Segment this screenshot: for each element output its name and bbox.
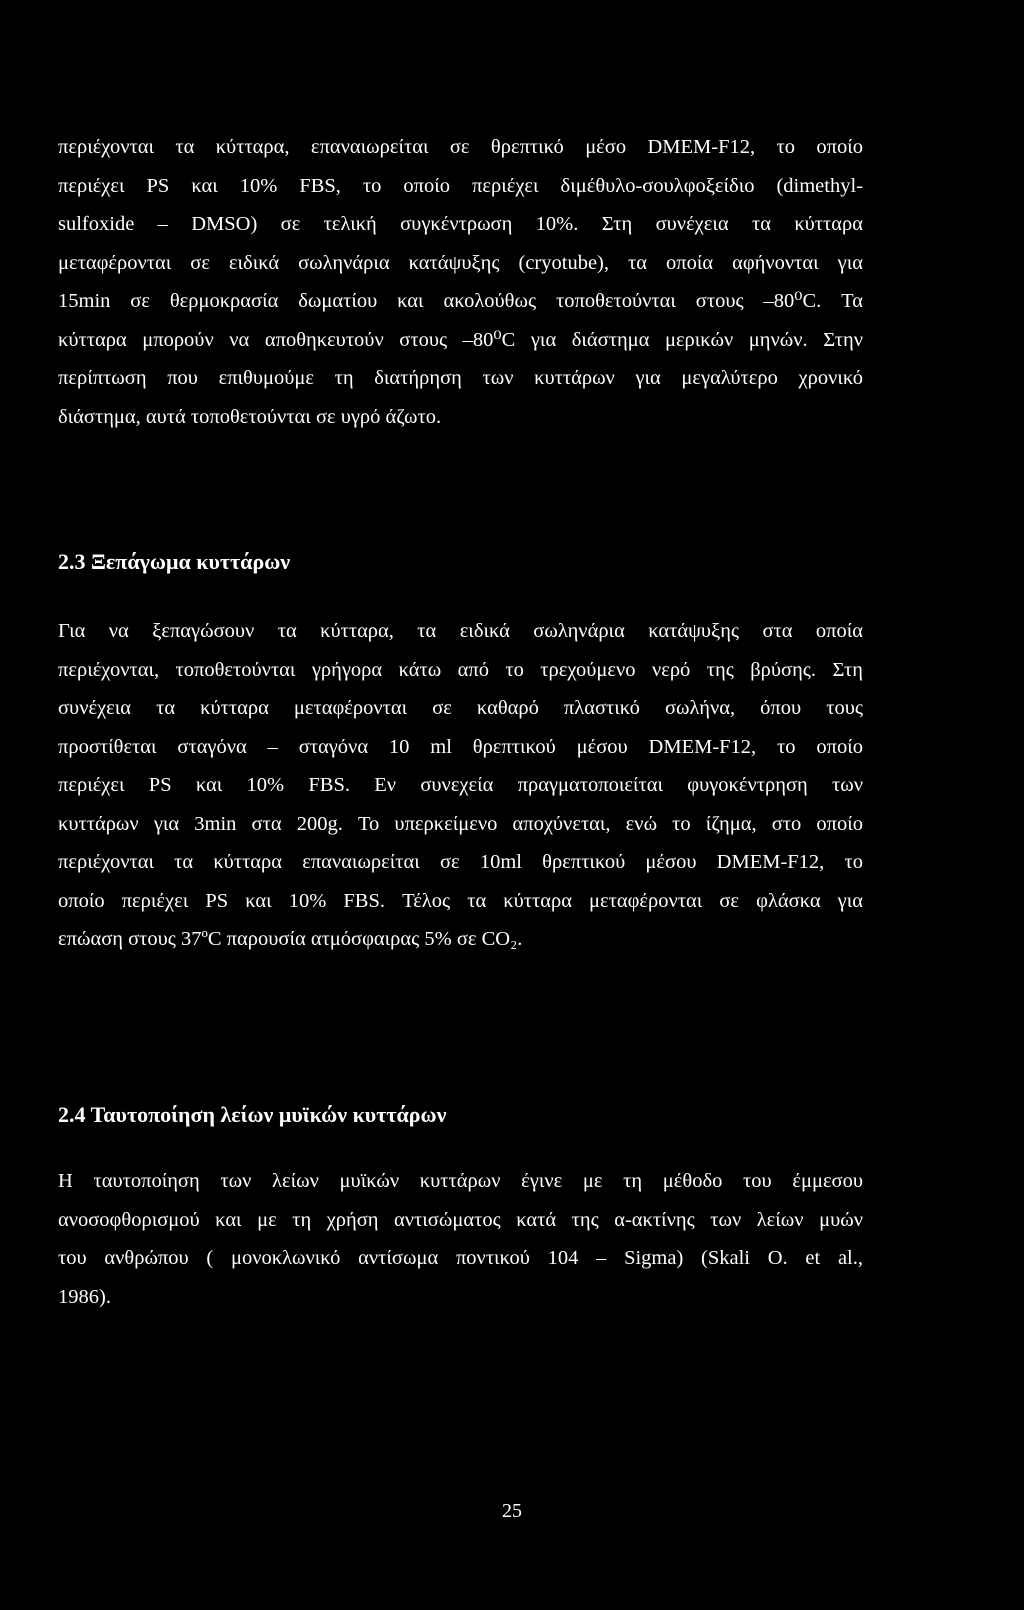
text-line: κυττάρων για 3min στα 200g. Το υπερκείμενο αποχύνεται, ενώ το ίζημα, στο οποίο (58, 812, 863, 835)
text-line: προστίθεται σταγόνα – σταγόνα 10 ml θρεπτικού μέσου DMEM-F12, το οποίο (58, 735, 863, 758)
text-line: Η ταυτοποίηση των λείων μυϊκών κυττάρων έγινε με τη μέθοδο του έμμεσου (58, 1170, 863, 1192)
paragraph-thawing (58, 612, 863, 959)
text-line: διάστημα, αυτά τοποθετούνται σε υγρό άζωτο. (58, 405, 442, 428)
paragraph-cryopreservation (58, 128, 863, 436)
section-heading-thawing: 2.3 Ξεπάγωμα κυττάρων (58, 549, 291, 574)
text-line: ανοσοφθορισμού και με τη χρήση αντισώματος κατά της α-ακτίνης των λείων μυών (58, 1208, 863, 1231)
text-line: μεταφέρονται σε ειδικά σωληνάρια κατάψυξης (cryotube), τα οποία αφήνονται για (58, 251, 863, 274)
text-line: sulfoxide – DMSO) σε τελική συγκέντρωση 10%. Στη συνέχεια τα κύτταρα (58, 213, 863, 235)
section-heading-identification: 2.4 Ταυτοποίηση λείων μυϊκών κυττάρων (58, 1102, 447, 1127)
page-number: 25 (502, 1500, 522, 1522)
text-line: περίπτωση που επιθυμούμε τη διατήρηση των κυττάρων για μεγαλύτερο χρονικό (58, 367, 863, 389)
text-line: Για να ξεπαγώσουν τα κύτταρα, τα ειδικά σωληνάρια κατάψυξης στα οποία (58, 620, 863, 642)
text-line: περιέχονται τα κύτταρα, επαναιωρείται σε θρεπτικό μέσο DMEM-F12, το οποίο (58, 136, 863, 158)
text-line: περιέχονται, τοποθετούνται γρήγορα κάτω από το τρεχούμενο νερό της βρύσης. Στη (58, 658, 863, 681)
text-line: του ανθρώπου ( μονοκλωνικό αντίσωμα ποντικού 104 – Sigma) (Skali O. et al., (58, 1247, 863, 1269)
paragraph-identification (58, 1162, 863, 1316)
text-line: συνέχεια τα κύτταρα μεταφέρονται σε καθαρό πλαστικό σωλήνα, όπου τους (58, 697, 863, 719)
text-line: 15min σε θερμοκρασία δωματίου και ακολούθως τοποθετούνται στους –80⁰C. Τα (58, 290, 863, 312)
text-line: οποίο περιέχει PS και 10% FBS. Τέλος τα κύτταρα μεταφέρονται σε φλάσκα για (58, 889, 863, 912)
text-line: κύτταρα μπορούν να αποθηκευτούν στους –80⁰C για διάστημα μερικών μηνών. Στην (58, 328, 863, 351)
text-line: 1986). (58, 1285, 111, 1308)
text-line: περιέχει PS και 10% FBS. Εν συνεχεία πραγματοποιείται φυγοκέντρηση των (58, 774, 863, 796)
text-line: περιέχονται τα κύτταρα επαναιωρείται σε 10ml θρεπτικού μέσου DMEM-F12, το (58, 851, 863, 873)
text-line: επώαση στους 37ºC παρουσία ατμόσφαιρας 5% σε CO₂. (58, 928, 523, 950)
text-line: περιέχει PS και 10% FBS, το οποίο περιέχει διμέθυλο-σουλφοξείδιο (dimethyl- (58, 174, 863, 197)
